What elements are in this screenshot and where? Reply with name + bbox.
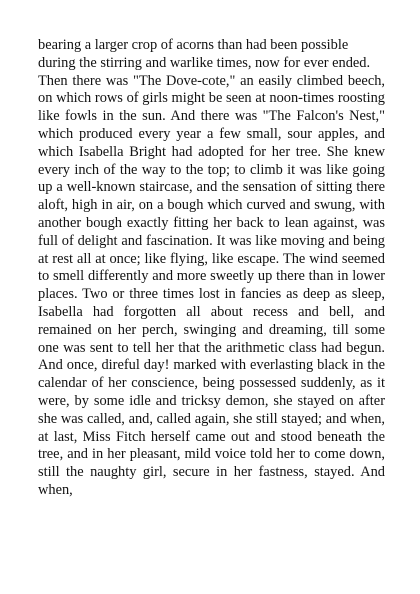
paragraph-dove-cote: Then there was "The Dove-cote," an easily climbed beech, on which rows of girls might be seen at noon-times roosting like fowls in the sun. And there was "The Falcon's Nest," which produced every year a few small, sour apples, and which Isabella Bright had adopted for her tree. She knew every inch of the way to the top; to climb it was like going up a well-known staircase, and the sensation of sitting there aloft, high in air, on a bough which curved and swung, with another bough exactly fitting her back to lean against, was full of delight and fascination. It was like moving and being at rest all at once; like flying, like escape. The wind seemed to smell differently and more sweetly up there than in lower places. Two or three times lost in fancies as deep as sleep, Isabella had forgotten all about recess and bell, and remained on her perch, swinging and dreaming, till some one was sent to tell her that the arithmetic class had begun. And once, direful day! marked with everlasting black in the calendar of her conscience, being possessed suddenly, as it were, by some idle and tricksy demon, she stayed on after she was called, and, called again, she still stayed; and when, at last, Miss Fitch herself came out and stood beneath the tree, and in her pleasant, mild voice told her to come down, still the naughty girl, secure in her fastness, stayed. And when,: [38, 72, 385, 498]
page-text: [38, 37, 385, 500]
paragraph-continuation: bearing a larger crop of acorns than had been possible during the stirring and warlike times, now for ever ended.: [38, 37, 371, 71]
